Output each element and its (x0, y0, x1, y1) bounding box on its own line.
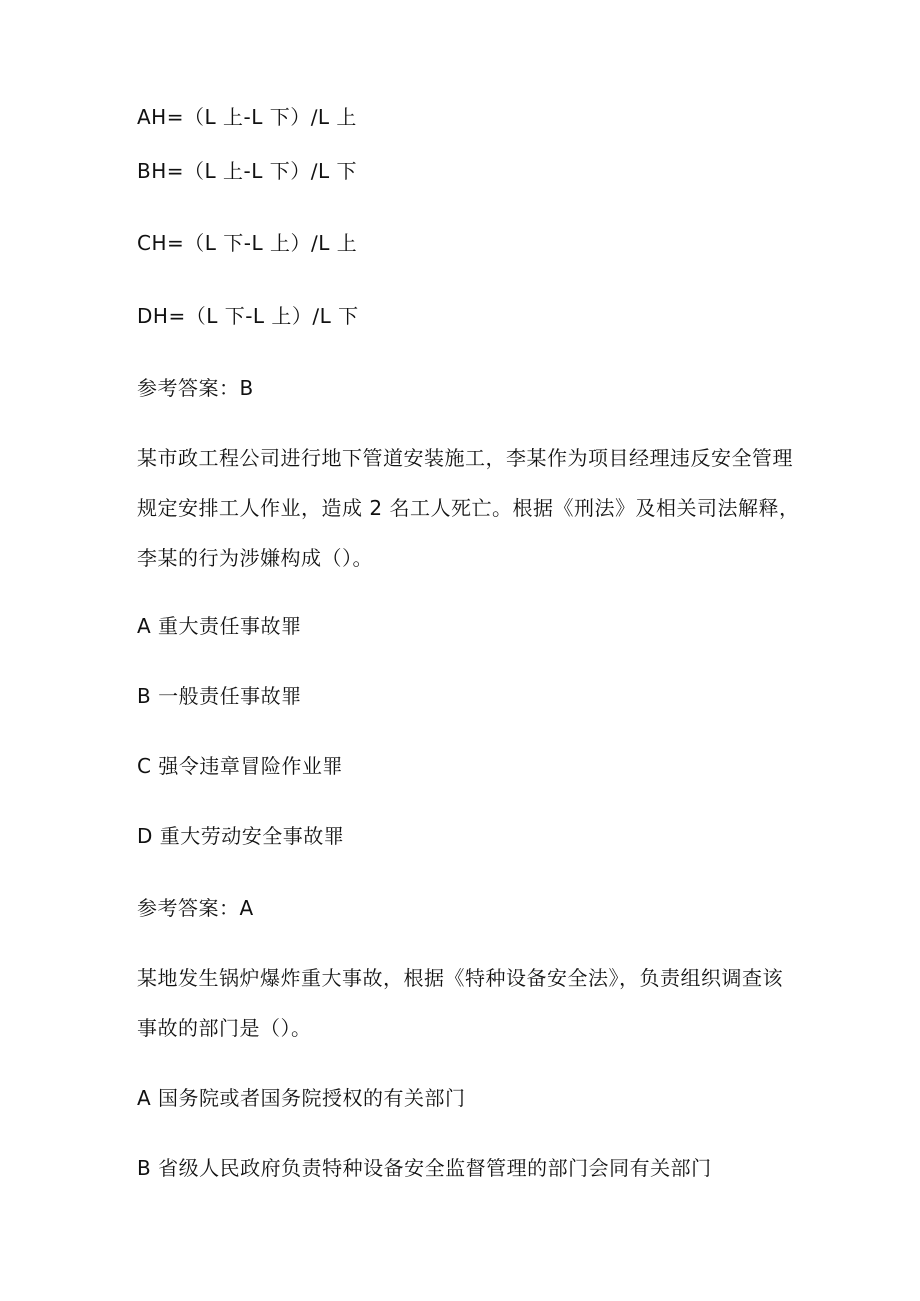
q3-stem (137, 964, 792, 1064)
q3-stem-line: 事故的部门是（）。 (137, 1016, 312, 1040)
q1-option-a: AH=（L 上-L 下）∕L 上 (137, 105, 357, 129)
q2-stem (137, 444, 800, 594)
q3-option-a: A 国务院或者国务院授权的有关部门 (137, 1086, 466, 1110)
q1-option-b: BH=（L 上-L 下）∕L 下 (137, 159, 357, 183)
q2-option-b: B 一般责任事故罪 (137, 684, 302, 708)
q1-option-d: DH=（L 下-L 上）∕L 下 (137, 304, 359, 328)
q2-stem-line: 某市政工程公司进行地下管道安装施工，李某作为项目经理违反安全管理 (137, 446, 793, 470)
q2-stem-line: 规定安排工人作业，造成 2 名工人死亡。根据《刑法》及相关司法解释， (137, 496, 800, 520)
q2-stem-line: 李某的行为涉嫌构成（）。 (137, 546, 373, 570)
q1-answer: 参考答案：B (137, 376, 254, 400)
q2-option-c: C 强令违章冒险作业罪 (137, 754, 343, 778)
q3-stem-line: 某地发生锅炉爆炸重大事故，根据《特种设备安全法》，负责组织调查该 (137, 966, 783, 990)
q2-answer: 参考答案：A (137, 896, 254, 920)
q1-option-c: CH=（L 下-L 上）∕L 上 (137, 231, 358, 255)
q2-option-d: D 重大劳动安全事故罪 (137, 824, 345, 848)
q2-option-a: A 重大责任事故罪 (137, 614, 302, 638)
q3-option-b: B 省级人民政府负责特种设备安全监督管理的部门会同有关部门 (137, 1156, 712, 1180)
